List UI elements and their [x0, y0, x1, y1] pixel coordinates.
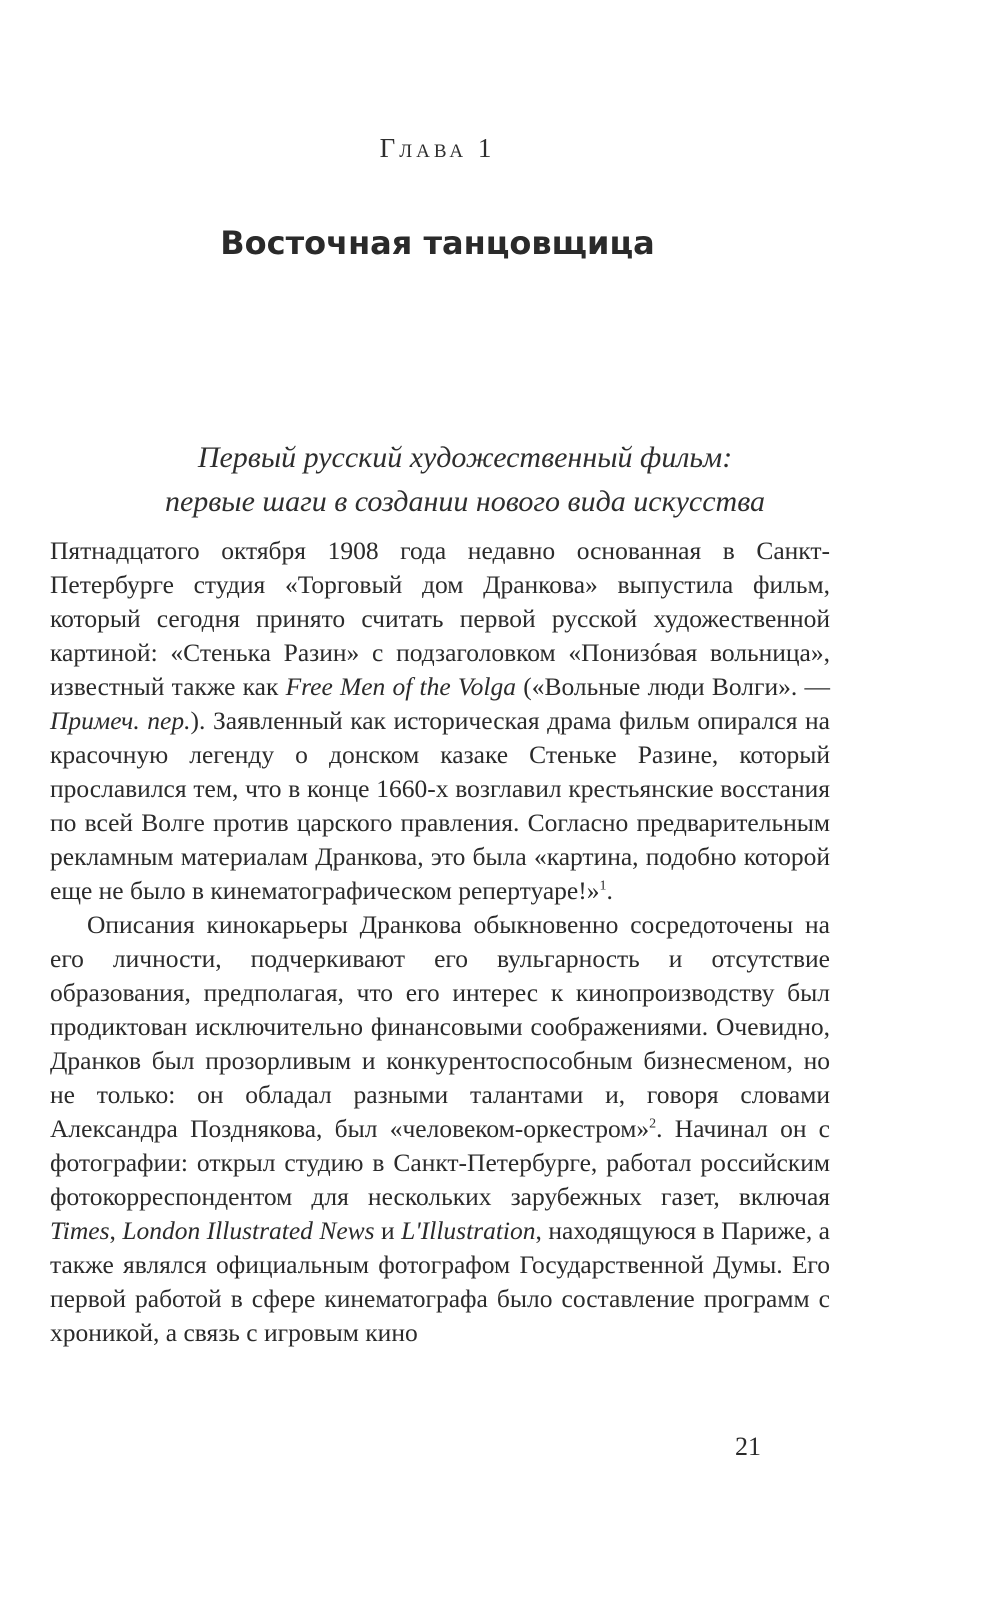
footnote-ref-2[interactable]: 2: [649, 1116, 657, 1132]
paragraph-1-text: («Вольные люди Волги». —: [516, 672, 830, 701]
newspaper-title: L'Illustration: [401, 1216, 536, 1245]
page-number: 21: [735, 1432, 761, 1461]
newspaper-title: London Illustrated News: [122, 1216, 375, 1245]
paragraph-2-text: Описания кинокарьеры Дранкова обыкновенно сосредоточены на его личности, подчеркивают его вульгарность и отсутствие образования, предполагая, что его интерес к кинопроизводству был продиктован исключительно финансовыми соображениями. Очевидно, Дранков был прозорливым и конкурентоспособным бизнесменом, но не только: он обладал разными талантами и, говоря словами Александра Позднякова, был «человеком-оркестром»: [50, 910, 830, 1143]
chapter-title: Восточная танцовщица: [220, 224, 655, 262]
footnote-ref-1[interactable]: 1: [599, 878, 607, 894]
paragraph-1-text: Пятнадцатого октября 1908 года недавно основанная в Санкт-Петербурге студия «Торговый дом Дранкова» выпустила фильм, который сегодня принято считать первой русской художественной картиной: «Стенька Разин» с подзаголовком «Понизóвая вольница», известный также как: [50, 536, 830, 701]
newspaper-title: Times: [50, 1216, 110, 1245]
paragraph-2-text: . Начинал он с фотографии: открыл студию в Санкт-Петербурге, работал российским фотокорреспондентом для нескольких зарубежных газет, включая: [50, 1114, 830, 1211]
paragraph-1: [50, 534, 830, 908]
paragraph-2-text: , находящуюся в Париже, а также являлся официальным фотографом Государственной Думы. Его первой работой в сфере кинематографа было составление программ с хроникой, а связь с игровым кино: [50, 1216, 830, 1347]
separator: ,: [109, 1216, 123, 1245]
translator-note: Примеч. пер.: [50, 706, 191, 735]
body-text: [50, 534, 830, 1350]
section-title-line-2: первые шаги в создании нового вида искусства: [164, 485, 766, 518]
chapter-label: Глава 1: [379, 133, 496, 163]
section-title-line-1: Первый русский художественный фильм:: [197, 441, 733, 474]
separator: и: [374, 1216, 402, 1245]
paragraph-2: [50, 908, 830, 1350]
section-title: [50, 436, 880, 524]
paragraph-1-end: .: [606, 876, 613, 905]
paragraph-1-text: ). Заявленный как историческая драма фильм опирался на красочную легенду о донском казаке Стеньке Разине, который прославился тем, что в конце 1660-х возглавил крестьянские восстания по всей Волге против царского правления. Согласно предварительным рекламным материалам Дранкова, это была «картина, подобно которой еще не было в кинематографическом репертуаре!»: [50, 706, 830, 905]
paragraph-1-italic-title: Free Men of the Volga: [285, 672, 517, 701]
